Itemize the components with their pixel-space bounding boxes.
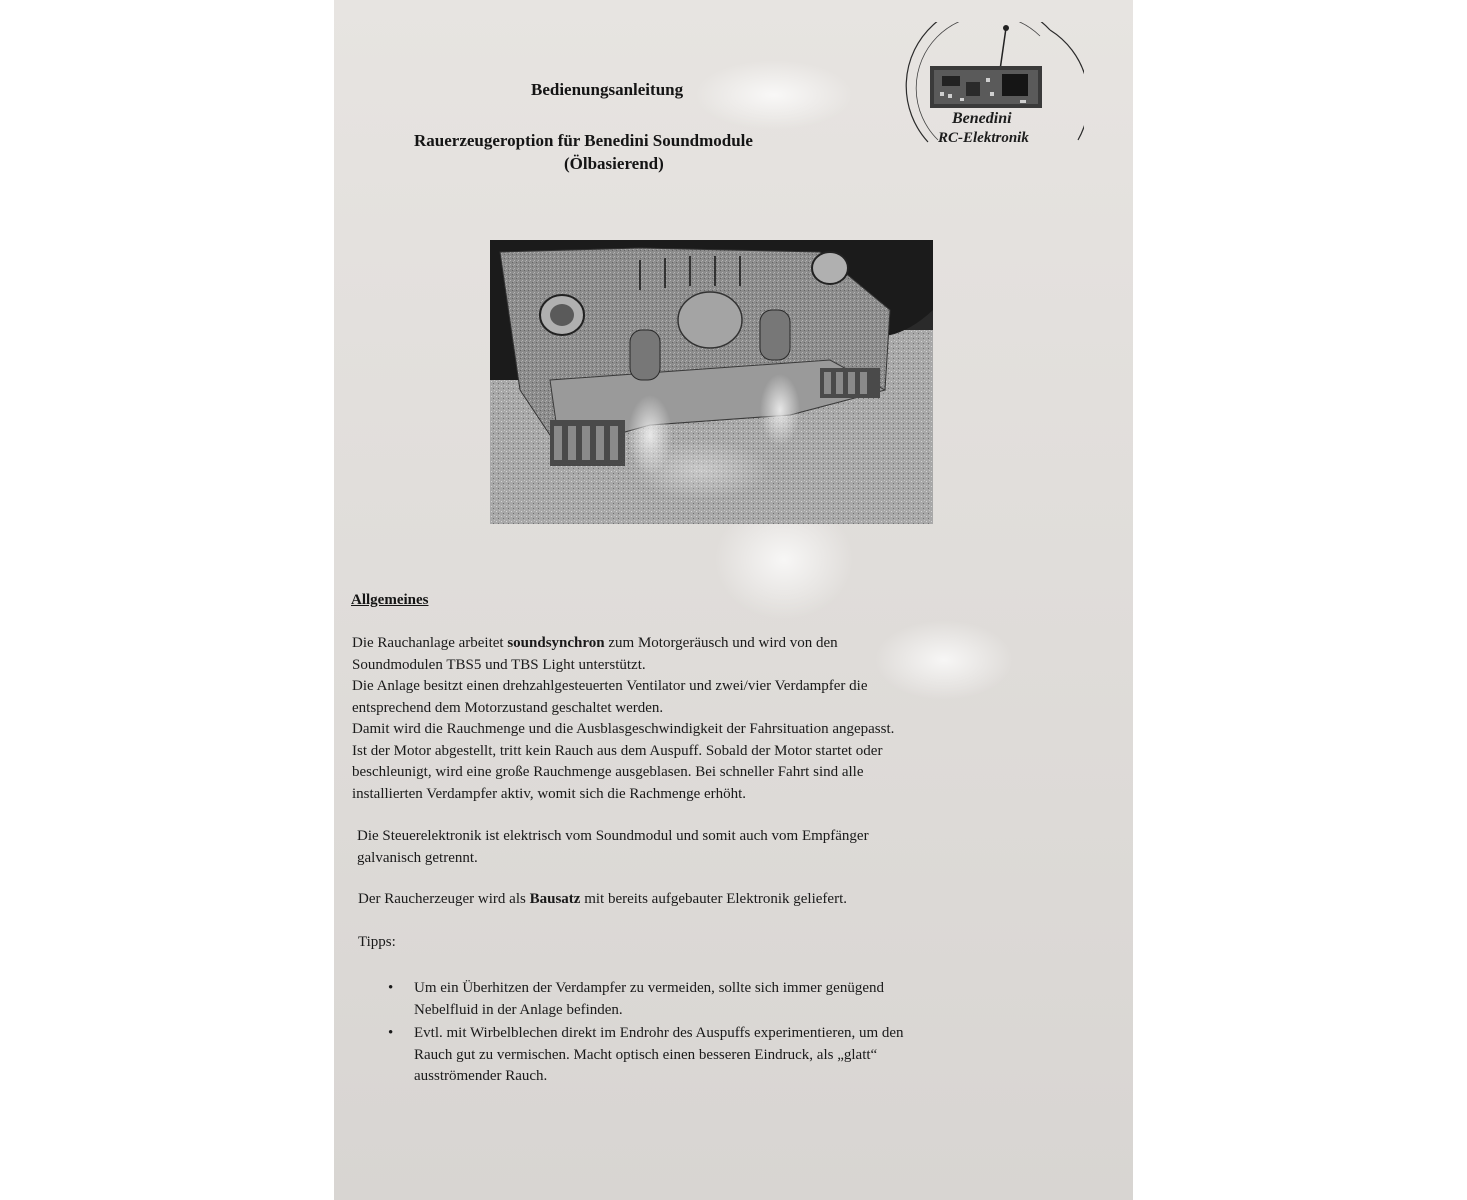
electronics-paragraph <box>357 826 869 869</box>
tips-list <box>386 978 904 1090</box>
text-line: Nebelfluid in der Anlage befinden. <box>414 1001 623 1018</box>
logo-subname: RC-Elektronik <box>938 130 1029 146</box>
text-line: Der Raucherzeuger wird als Bausatz mit bereits aufgebauter Elektronik geliefert. <box>358 891 847 907</box>
text-line: Um ein Überhitzen der Verdampfer zu vermeiden, sollte sich immer genügend <box>414 980 884 996</box>
bullet-icon: • <box>388 1025 394 1041</box>
tank-rear-smoke-photo-icon <box>490 240 933 524</box>
tips-label: Tipps: <box>358 934 396 950</box>
bullet-icon: • <box>388 980 394 996</box>
document-subtitle: Rauerzeugeroption für Benedini Soundmodule <box>414 131 753 150</box>
document-sheet <box>334 0 1133 1200</box>
document-title: Bedienungsanleitung <box>531 80 684 99</box>
text-line: Ist der Motor abgestellt, tritt kein Rauch aus dem Auspuff. Sobald der Motor startet oder <box>352 742 883 759</box>
text-line: ausströmender Rauch. <box>414 1068 548 1084</box>
glare-highlight <box>694 60 854 130</box>
text-line: Soundmodulen TBS5 und TBS Light unterstützt. <box>352 656 646 673</box>
section-heading: Allgemeines <box>351 592 429 608</box>
list-item <box>386 978 904 1021</box>
logo-name: Benedini <box>952 110 1012 127</box>
list-item <box>386 1023 904 1088</box>
glare-highlight <box>874 620 1014 700</box>
text-line: entsprechend dem Motorzustand geschaltet werden. <box>352 699 664 716</box>
text-line: Die Rauchanlage arbeitet soundsynchron zum Motorgeräusch und wird von den <box>352 635 838 651</box>
text-line: Rauch gut zu vermischen. Macht optisch einen besseren Eindruck, als „glatt“ <box>414 1046 878 1063</box>
intro-paragraph <box>352 633 894 805</box>
text-line: Die Anlage besitzt einen drehzahlgesteuerten Ventilator und zwei/vier Verdampfer die <box>352 678 868 694</box>
tank-photo <box>490 240 933 524</box>
text-line: Evtl. mit Wirbelblechen direkt im Endrohr des Auspuffs experimentieren, um den <box>414 1025 904 1041</box>
document-subtitle-2: (Ölbasierend) <box>564 154 664 173</box>
kit-paragraph <box>358 889 847 911</box>
text-line: beschleunigt, wird eine große Rauchmenge ausgeblasen. Bei schneller Fahrt sind alle <box>352 764 864 780</box>
text-line: Die Steuerelektronik ist elektrisch vom Soundmodul und somit auch vom Empfänger <box>357 828 869 844</box>
text-line: Damit wird die Rauchmenge und die Ausblasgeschwindigkeit der Fahrsituation angepasst. <box>352 721 895 737</box>
text-line: galvanisch getrennt. <box>357 849 478 866</box>
benedini-logo <box>900 22 1084 156</box>
text-line: installierten Verdampfer aktiv, womit sich die Rachmenge erhöht. <box>352 785 747 802</box>
